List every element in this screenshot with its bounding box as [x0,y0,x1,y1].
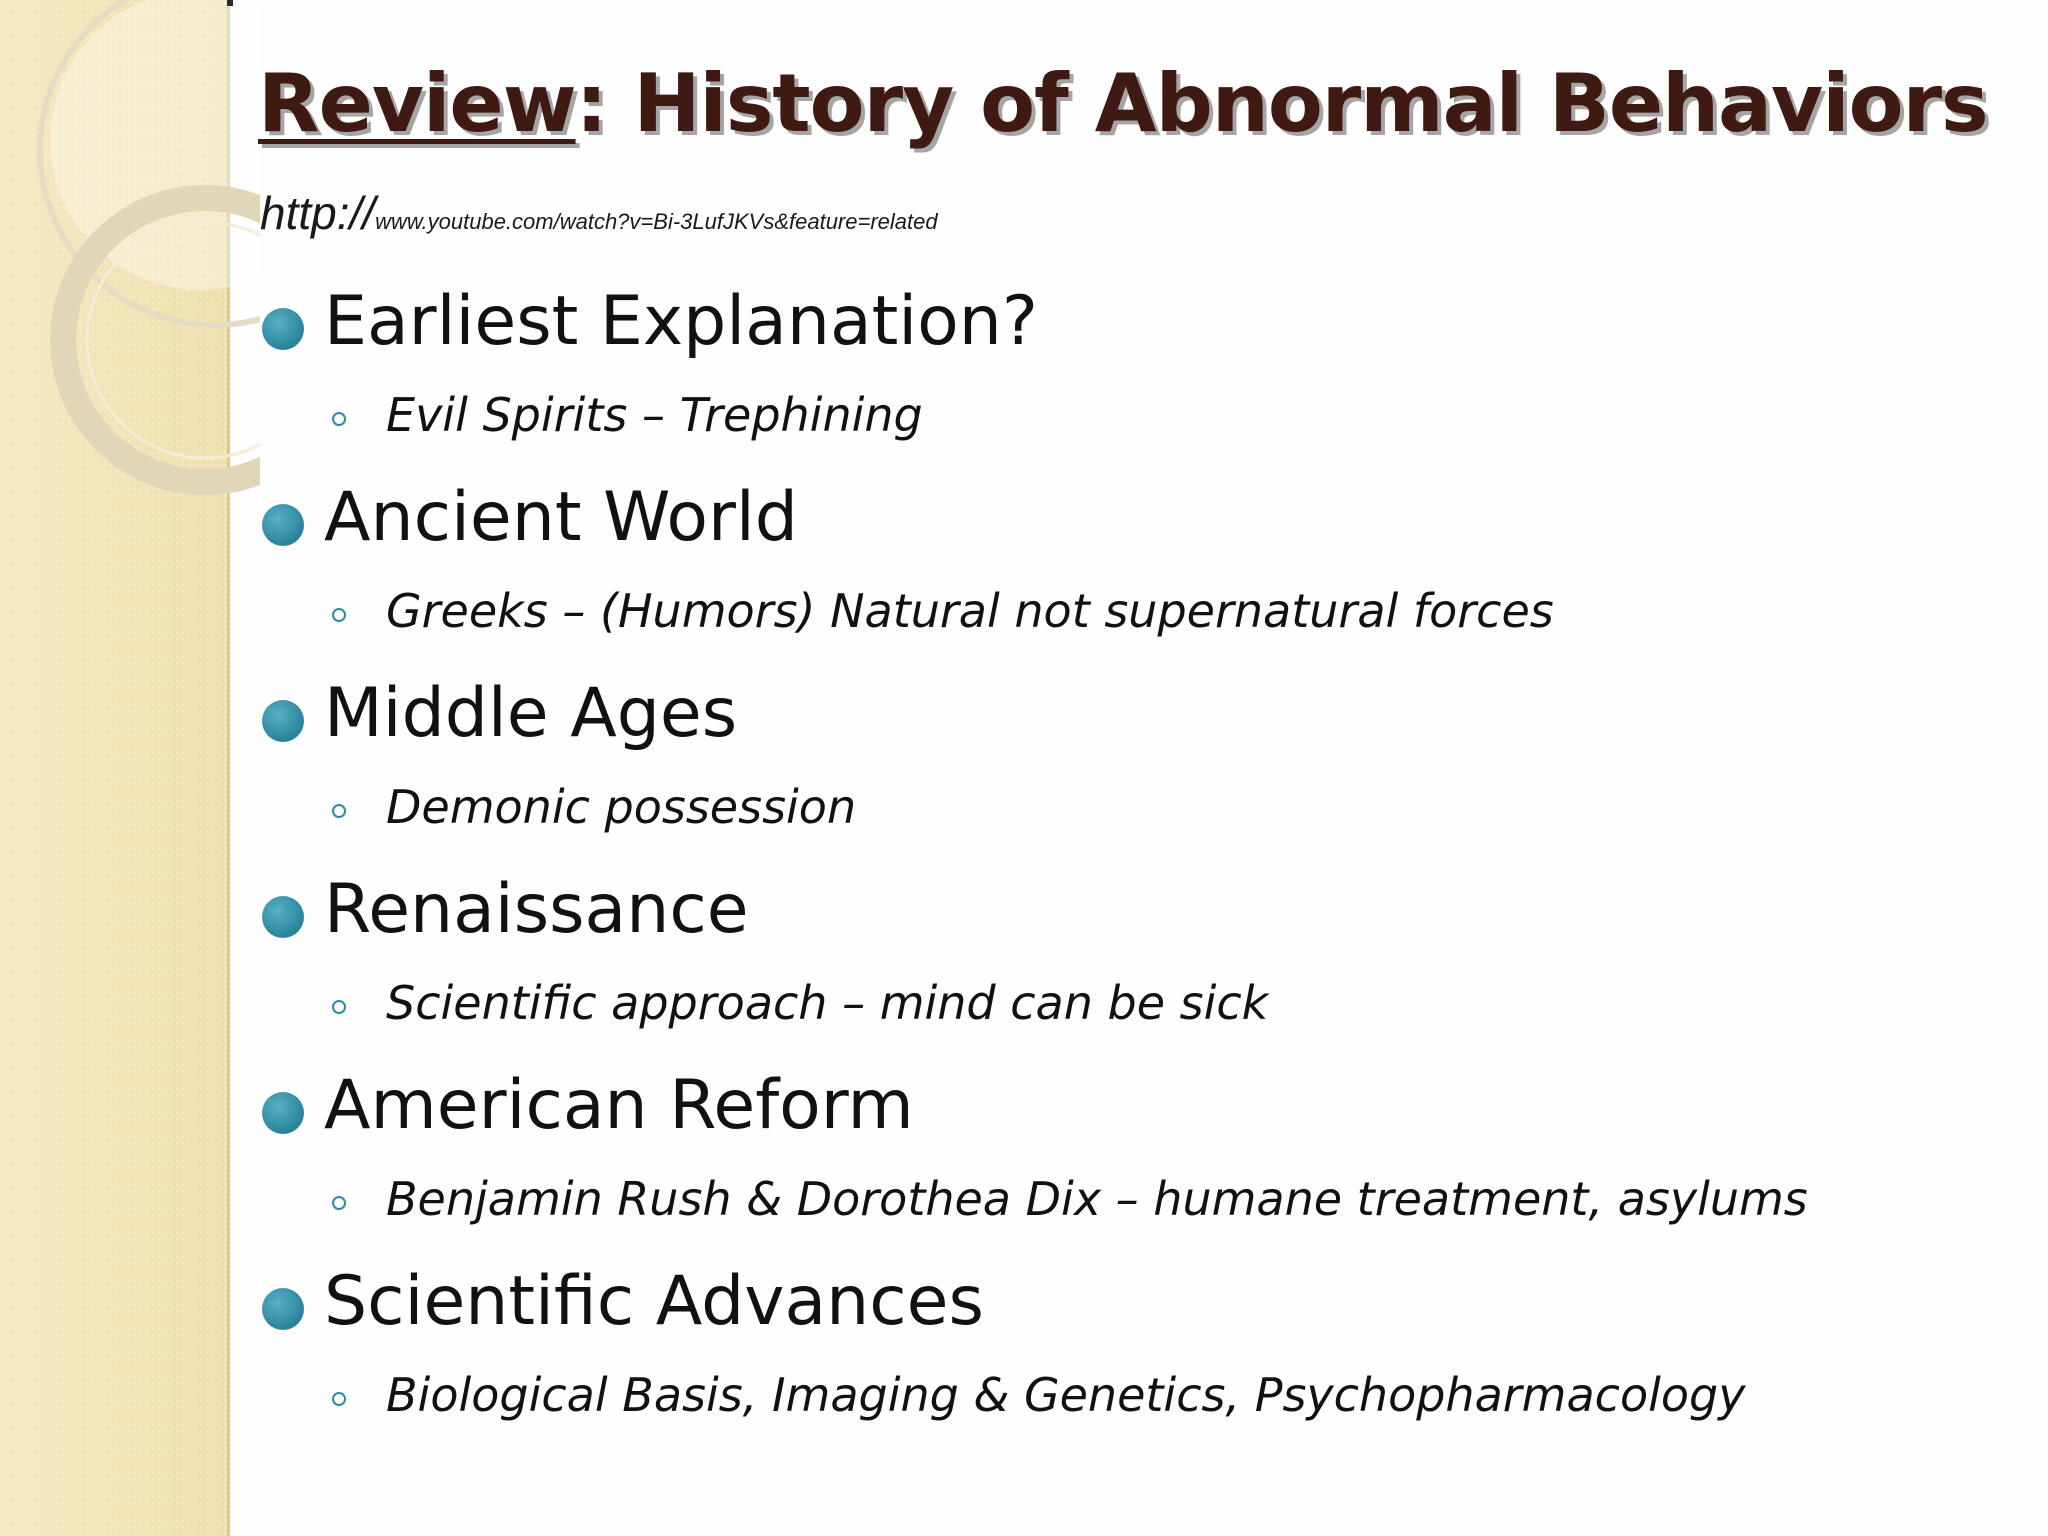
bullet-heading: American Reform [324,1066,914,1145]
bullet-dot-icon [262,504,304,546]
bullet-detail: Scientific approach – mind can be sick [386,976,1269,1030]
bullet-detail: Evil Spirits – Trephining [386,388,923,442]
bullet-detail: Benjamin Rush & Dorothea Dix – humane treatment, asylums [386,1172,1808,1226]
bullet-dot-icon [262,1092,304,1134]
bullet-dot-icon [262,1288,304,1330]
sub-bullet-ring-icon [332,1000,346,1014]
sub-bullet-ring-icon [332,1196,346,1210]
bullet-detail: Biological Basis, Imaging & Genetics, Psychopharmacology [386,1368,1746,1422]
bullet-dot-icon [262,896,304,938]
bullet-heading: Scientific Advances [324,1262,984,1341]
sub-bullet-ring-icon [332,804,346,818]
video-link-protocol: http:// [260,187,376,239]
bullet-heading: Middle Ages [324,674,738,753]
bullet-heading: Renaissance [324,870,749,949]
bullet-heading: Ancient World [324,478,798,557]
title-review-word: Review [258,57,576,150]
sub-bullet-ring-icon [332,608,346,622]
bullet-detail: Demonic possession [386,780,857,834]
corner-mark [227,0,233,6]
sub-bullet-ring-icon [332,1392,346,1406]
decorative-rings-icon [0,0,260,520]
bullet-heading: Earliest Explanation? [324,282,1038,361]
slide-title [258,57,1988,150]
bullet-dot-icon [262,700,304,742]
decorative-side-panel [0,0,230,1536]
video-link-path: www.youtube.com/watch?v=Bi-3LufJKVs&feature=related [375,209,938,234]
bullet-dot-icon [262,308,304,350]
bullet-detail: Greeks – (Humors) Natural not supernatural forces [386,584,1554,638]
title-rest: : History of Abnormal Behaviors [575,57,1988,150]
sub-bullet-ring-icon [332,412,346,426]
video-link[interactable] [260,186,938,240]
